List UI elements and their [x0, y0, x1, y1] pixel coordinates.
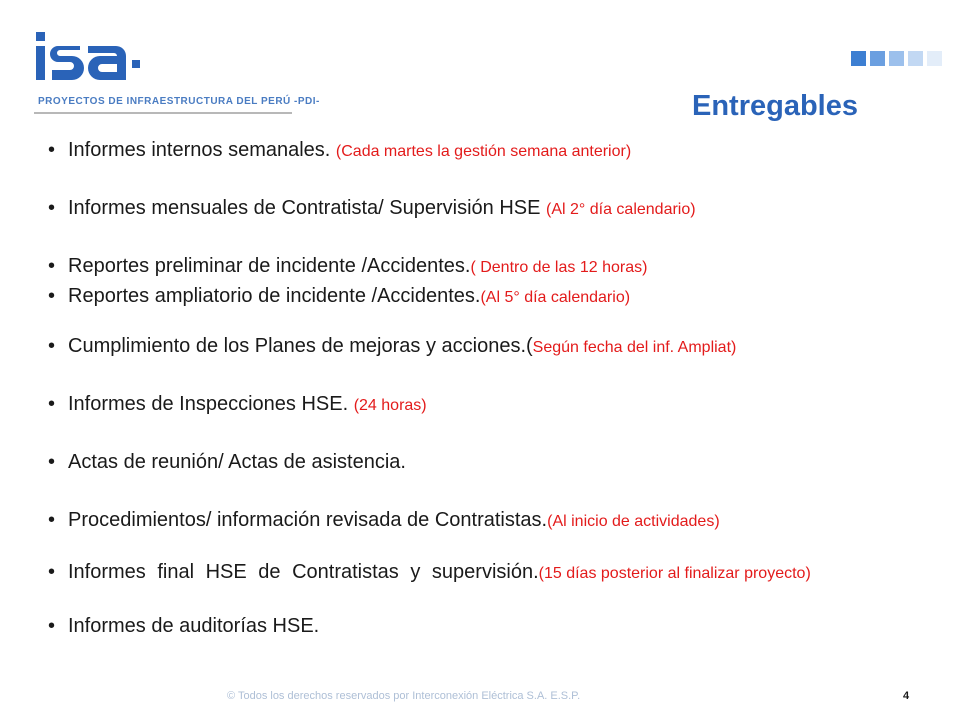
page-number: 4 — [903, 690, 910, 702]
company-logo — [34, 26, 324, 116]
list-item — [48, 284, 912, 310]
item-text: Informes mensuales de Contratista/ Supervisión HSE — [68, 197, 546, 219]
slide-title: Entregables — [692, 90, 858, 122]
item-note: ( Dentro de las 12 horas) — [470, 259, 648, 276]
item-note: (Al inicio de actividades) — [547, 513, 720, 530]
logo-letter-a — [88, 46, 126, 80]
item-text: Actas de reunión/ Actas de asistencia. — [68, 451, 406, 473]
list-item — [48, 560, 912, 586]
item-note: (Al 5° día calendario) — [480, 289, 631, 306]
isa-logo-mark — [34, 26, 164, 86]
deco-square — [889, 51, 904, 66]
list-item — [48, 614, 912, 640]
deco-square — [927, 51, 942, 66]
logo-letter-s — [50, 46, 84, 80]
list-item — [48, 508, 912, 534]
item-text: Informes final HSE de Contratistas y supervisión. — [68, 561, 539, 583]
item-text: Reportes preliminar de incidente /Accidentes. — [68, 255, 471, 277]
item-text: Informes de Inspecciones HSE. — [68, 393, 354, 415]
item-note: (15 días posterior al finalizar proyecto) — [538, 565, 811, 582]
deco-square — [870, 51, 885, 66]
deco-square — [851, 51, 866, 66]
item-note: (Al 2° día calendario) — [546, 201, 696, 218]
logo-subtitle: PROYECTOS DE INFRAESTRUCTURA DEL PERÚ -PDI- — [38, 96, 320, 107]
list-item — [48, 334, 912, 360]
item-note: Según fecha del inf. Ampliat) — [532, 339, 737, 356]
logo-stem-i — [36, 46, 45, 80]
item-text: Reportes ampliatorio de incidente /Accidentes. — [68, 285, 481, 307]
logo-divider — [34, 112, 292, 114]
item-note: (Cada martes la gestión semana anterior) — [335, 143, 632, 160]
decorative-squares — [851, 51, 942, 66]
list-item — [48, 254, 912, 280]
item-note: (24 horas) — [353, 397, 427, 414]
deco-square — [908, 51, 923, 66]
logo-trailing-dot — [132, 60, 140, 68]
item-text: Cumplimiento de los Planes de mejoras y acciones.( — [68, 335, 533, 357]
item-text: Informes internos semanales. — [68, 139, 336, 161]
footer-copyright: © Todos los derechos reservados por Interconexión Eléctrica S.A. E.S.P. — [227, 690, 581, 702]
logo-dot-i — [36, 32, 45, 41]
list-item — [48, 392, 912, 418]
list-item — [48, 196, 912, 222]
list-item — [48, 138, 912, 164]
item-text: Informes de auditorías HSE. — [68, 615, 320, 637]
item-text: Procedimientos/ información revisada de Contratistas. — [68, 509, 548, 531]
list-item — [48, 450, 912, 476]
